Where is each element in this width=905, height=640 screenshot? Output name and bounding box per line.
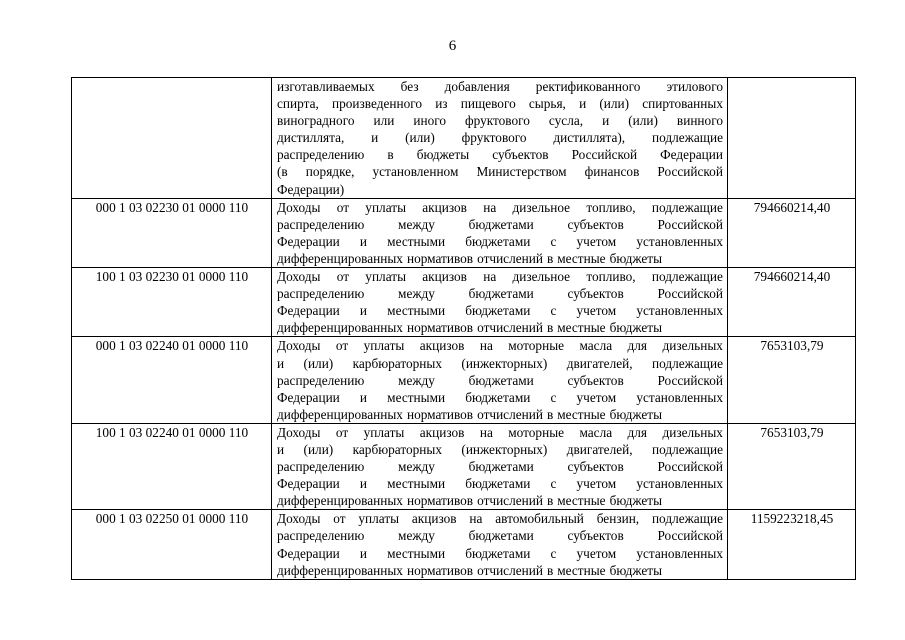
description-word: распределению xyxy=(277,216,365,232)
description-word: в xyxy=(546,562,554,578)
description-word: акцизов xyxy=(419,338,465,354)
description-word: порядке, xyxy=(305,164,355,180)
description-word: спиртованных xyxy=(642,96,723,112)
description-word: на xyxy=(479,424,493,440)
description-word: и xyxy=(602,113,610,129)
description-word: установленном xyxy=(372,164,459,180)
description-word: в xyxy=(546,320,554,336)
description-word: Федерации xyxy=(660,147,723,163)
description-word: этилового xyxy=(666,79,723,94)
description-word: или xyxy=(373,113,395,129)
description-word: Доходы xyxy=(277,338,321,354)
description-word: в xyxy=(546,493,554,509)
description-word: масла xyxy=(579,338,613,354)
description-word: местные xyxy=(557,320,606,336)
description-line xyxy=(277,129,723,146)
budget-code-cell: 100 1 03 02230 01 0000 110 xyxy=(72,268,272,337)
description-word: топливо, xyxy=(586,269,636,285)
description-word: пищевого xyxy=(460,96,516,112)
description-line xyxy=(277,562,723,579)
description-word: отчислений xyxy=(477,320,543,336)
description-word: акцизов xyxy=(422,269,467,285)
description-line xyxy=(277,285,723,302)
description-line xyxy=(277,406,723,423)
description-line xyxy=(277,146,723,163)
amount-cell: 1159223218,45 xyxy=(728,510,856,579)
description-word: Доходы xyxy=(277,424,321,440)
description-word: установленных xyxy=(636,545,723,561)
description-word: нормативов xyxy=(406,562,474,578)
description-word: моторные xyxy=(508,338,565,354)
description-word: изготавливаемых xyxy=(277,79,375,94)
table-row xyxy=(72,510,856,579)
description-line xyxy=(277,337,723,354)
description-word: Доходы xyxy=(277,199,321,215)
description-word: двигателей, xyxy=(566,441,633,457)
description-word: от xyxy=(335,424,349,440)
description-line xyxy=(277,458,723,475)
description-word: субъектов xyxy=(567,286,624,302)
description-word: уплаты xyxy=(363,424,405,440)
description-word: на xyxy=(479,338,493,354)
description-word: дизельных xyxy=(662,338,723,354)
description-word: из xyxy=(435,96,448,112)
description-word: Российской xyxy=(657,216,723,232)
description-word: от xyxy=(336,199,350,215)
description-word: дифференцированных xyxy=(277,562,403,578)
description-word: бюджетами xyxy=(468,459,534,475)
description-line xyxy=(277,95,723,112)
description-word: и xyxy=(359,389,368,405)
description-word: и xyxy=(277,355,285,371)
description-line xyxy=(277,233,723,250)
description-word: учетом xyxy=(576,476,617,492)
description-word: на xyxy=(483,269,497,285)
description-word: нормативов xyxy=(406,406,474,422)
description-line xyxy=(277,181,723,198)
description-word: установленных xyxy=(636,303,723,319)
description-word: нормативов xyxy=(406,320,474,336)
amount-cell: 794660214,40 xyxy=(728,268,856,337)
description-word: бюджеты xyxy=(609,562,663,578)
description-line xyxy=(277,389,723,406)
description-word: установленных xyxy=(636,233,723,249)
description-word: бюджетами xyxy=(465,545,531,561)
description-word: Федерации xyxy=(277,233,340,249)
description-word: дифференцированных xyxy=(277,406,403,422)
description-word: автомобильный xyxy=(495,511,584,527)
description-word: между xyxy=(398,286,435,302)
description-word: Федерации xyxy=(277,389,340,405)
description-word: субъектов xyxy=(492,147,549,163)
description-word: отчислений xyxy=(477,493,543,509)
description-word: сусла, xyxy=(548,113,584,129)
description-word: Министерством xyxy=(476,164,567,180)
description-word: Российской xyxy=(657,528,723,544)
description-word: распределению xyxy=(277,286,365,302)
description-word: дизельных xyxy=(662,424,723,440)
table-row xyxy=(72,268,856,337)
description-cell xyxy=(272,198,728,267)
description-word: акцизов xyxy=(411,511,457,527)
description-word: отчислений xyxy=(477,406,543,422)
description-word: с xyxy=(550,389,557,405)
description-word: карбюраторных xyxy=(352,355,442,371)
description-line xyxy=(277,302,723,319)
description-word: для xyxy=(627,424,648,440)
description-word: уплаты xyxy=(365,199,406,215)
description-word: бюджетами xyxy=(465,389,531,405)
description-word: Доходы xyxy=(277,269,321,285)
description-word: Федерации xyxy=(277,545,340,561)
description-word: (в xyxy=(277,164,288,180)
budget-code-cell: 100 1 03 02240 01 0000 110 xyxy=(72,423,272,509)
description-word: местными xyxy=(387,303,446,319)
description-word: бюджеты xyxy=(416,147,470,163)
description-word: между xyxy=(398,372,435,388)
description-word: Российской xyxy=(657,164,723,180)
amount-cell: 7653103,79 xyxy=(728,337,856,423)
description-word: отчислений xyxy=(477,562,543,578)
description-word: нормативов xyxy=(406,493,474,509)
description-word: нормативов xyxy=(406,250,474,266)
description-word: (инжекторных) xyxy=(461,355,548,371)
description-cell xyxy=(272,337,728,423)
description-word: на xyxy=(469,511,483,527)
description-word: бюджетами xyxy=(465,303,531,319)
description-word: между xyxy=(398,528,435,544)
description-word: с xyxy=(550,233,557,249)
description-word: бюджетами xyxy=(468,528,534,544)
description-word: с xyxy=(550,303,557,319)
description-line xyxy=(277,216,723,233)
description-word: в xyxy=(546,250,554,266)
description-word: распределению xyxy=(277,459,365,475)
description-word: Российской xyxy=(657,372,723,388)
description-word: на xyxy=(483,199,497,215)
description-line xyxy=(277,510,723,527)
description-word: и xyxy=(371,130,379,146)
description-line xyxy=(277,78,723,95)
description-word: добавления xyxy=(444,79,510,94)
revenue-table-body xyxy=(72,78,856,580)
description-word: между xyxy=(398,459,435,475)
description-line xyxy=(277,441,723,458)
description-word: (или) xyxy=(405,130,435,146)
description-word: от xyxy=(333,511,346,527)
description-word: бюджеты xyxy=(609,493,663,509)
description-word: субъектов xyxy=(567,372,624,388)
description-word: фруктового xyxy=(461,130,527,146)
description-word: (или) xyxy=(599,96,630,112)
description-word: бюджетами xyxy=(468,286,534,302)
description-word: произведенного xyxy=(331,96,423,112)
description-word: в xyxy=(546,406,554,422)
description-line xyxy=(277,527,723,544)
description-word: распределению xyxy=(277,147,365,163)
description-word: установленных xyxy=(636,389,723,405)
description-word: Российской xyxy=(571,147,638,163)
description-word: бюджеты xyxy=(609,406,663,422)
table-row xyxy=(72,78,856,199)
description-word: субъектов xyxy=(567,459,624,475)
description-word: и xyxy=(359,303,368,319)
description-word: бюджетами xyxy=(468,216,534,232)
description-word: с xyxy=(550,545,557,561)
description-word: отчислений xyxy=(477,250,543,266)
description-line xyxy=(277,319,723,336)
budget-code-cell: 000 1 03 02230 01 0000 110 xyxy=(72,198,272,267)
description-word: дизельное xyxy=(512,199,571,215)
description-line xyxy=(277,250,723,267)
description-word: бюджеты xyxy=(609,250,663,266)
description-word: и xyxy=(359,233,368,249)
description-word: местными xyxy=(387,476,446,492)
description-word: уплаты xyxy=(358,511,400,527)
description-word: подлежащие xyxy=(651,130,723,146)
description-word: винного xyxy=(676,113,723,129)
description-word: подлежащие xyxy=(651,441,723,457)
description-word: бюджетами xyxy=(468,372,534,388)
description-word: местные xyxy=(557,562,606,578)
description-word: местными xyxy=(387,389,446,405)
description-word: от xyxy=(335,338,349,354)
description-word: субъектов xyxy=(567,216,624,232)
description-word: спирта, xyxy=(277,96,319,112)
description-word: Федерации xyxy=(277,303,340,319)
description-word: местными xyxy=(387,545,446,561)
description-word: Федерации xyxy=(277,476,340,492)
description-word: уплаты xyxy=(363,338,405,354)
description-word: (или) xyxy=(628,113,658,129)
budget-code-cell: 000 1 03 02240 01 0000 110 xyxy=(72,337,272,423)
description-word: бюджеты xyxy=(609,320,663,336)
description-word: бюджетами xyxy=(465,233,531,249)
description-cell xyxy=(272,268,728,337)
description-line xyxy=(277,163,723,180)
amount-cell: 7653103,79 xyxy=(728,423,856,509)
description-word: акцизов xyxy=(422,199,467,215)
description-word: подлежащие xyxy=(651,355,723,371)
budget-code-cell xyxy=(72,78,272,199)
revenue-table xyxy=(71,77,856,580)
table-row xyxy=(72,423,856,509)
description-word: в xyxy=(387,147,394,163)
description-word: между xyxy=(398,216,435,232)
amount-cell: 794660214,40 xyxy=(728,198,856,267)
description-word: для xyxy=(627,338,648,354)
description-word: и xyxy=(277,441,285,457)
description-word: учетом xyxy=(576,233,617,249)
description-word: дифференцированных xyxy=(277,250,403,266)
description-word: Российской xyxy=(657,459,723,475)
description-word: дистиллята, xyxy=(277,130,345,146)
description-word: иного xyxy=(413,113,446,129)
description-word: Федерации) xyxy=(277,181,345,197)
description-line xyxy=(277,268,723,285)
description-word: Российской xyxy=(657,286,723,302)
description-word: финансов xyxy=(584,164,640,180)
description-word: подлежащие xyxy=(651,511,723,527)
description-word: Доходы xyxy=(277,511,321,527)
description-line xyxy=(277,355,723,372)
description-word: дистиллята), xyxy=(553,130,626,146)
description-word: ректификованного xyxy=(535,79,641,94)
description-word: фруктового xyxy=(465,113,530,129)
description-word: учетом xyxy=(576,545,617,561)
description-word: топливо, xyxy=(586,199,636,215)
description-word: и xyxy=(579,96,587,112)
description-cell xyxy=(272,78,728,199)
description-word: без xyxy=(400,79,419,94)
description-word: моторные xyxy=(508,424,565,440)
description-cell xyxy=(272,423,728,509)
description-word: двигателей, xyxy=(566,355,633,371)
description-line xyxy=(277,372,723,389)
description-word: и xyxy=(359,545,368,561)
description-line xyxy=(277,492,723,509)
description-word: местные xyxy=(557,406,606,422)
description-word: дифференцированных xyxy=(277,493,403,509)
description-word: акцизов xyxy=(419,424,465,440)
description-word: учетом xyxy=(576,303,617,319)
description-line xyxy=(277,199,723,216)
table-row xyxy=(72,198,856,267)
description-word: субъектов xyxy=(567,528,624,544)
description-word: учетом xyxy=(576,389,617,405)
description-word: (или) xyxy=(303,355,334,371)
description-word: (или) xyxy=(303,441,334,457)
description-word: подлежащие xyxy=(651,199,723,215)
amount-cell xyxy=(728,78,856,199)
description-word: бензин, xyxy=(596,511,640,527)
description-word: уплаты xyxy=(365,269,406,285)
description-line xyxy=(277,545,723,562)
description-word: дифференцированных xyxy=(277,320,403,336)
description-word: распределению xyxy=(277,528,365,544)
description-word: подлежащие xyxy=(651,269,723,285)
table-row xyxy=(72,337,856,423)
page-number: 6 xyxy=(448,38,457,54)
description-word: (инжекторных) xyxy=(461,441,548,457)
description-word: карбюраторных xyxy=(352,441,442,457)
description-line xyxy=(277,112,723,129)
description-word: от xyxy=(336,269,350,285)
budget-code-cell: 000 1 03 02250 01 0000 110 xyxy=(72,510,272,579)
description-word: местные xyxy=(557,250,606,266)
description-line xyxy=(277,475,723,492)
description-word: бюджетами xyxy=(465,476,531,492)
description-word: дизельное xyxy=(512,269,571,285)
description-word: местные xyxy=(557,493,606,509)
description-line xyxy=(277,424,723,441)
description-word: масла xyxy=(579,424,613,440)
description-word: сырья, xyxy=(528,96,566,112)
description-word: установленных xyxy=(636,476,723,492)
description-word: с xyxy=(550,476,557,492)
description-word: распределению xyxy=(277,372,365,388)
description-cell xyxy=(272,510,728,579)
description-word: и xyxy=(359,476,368,492)
description-word: виноградного xyxy=(277,113,355,129)
description-word: местными xyxy=(387,233,446,249)
